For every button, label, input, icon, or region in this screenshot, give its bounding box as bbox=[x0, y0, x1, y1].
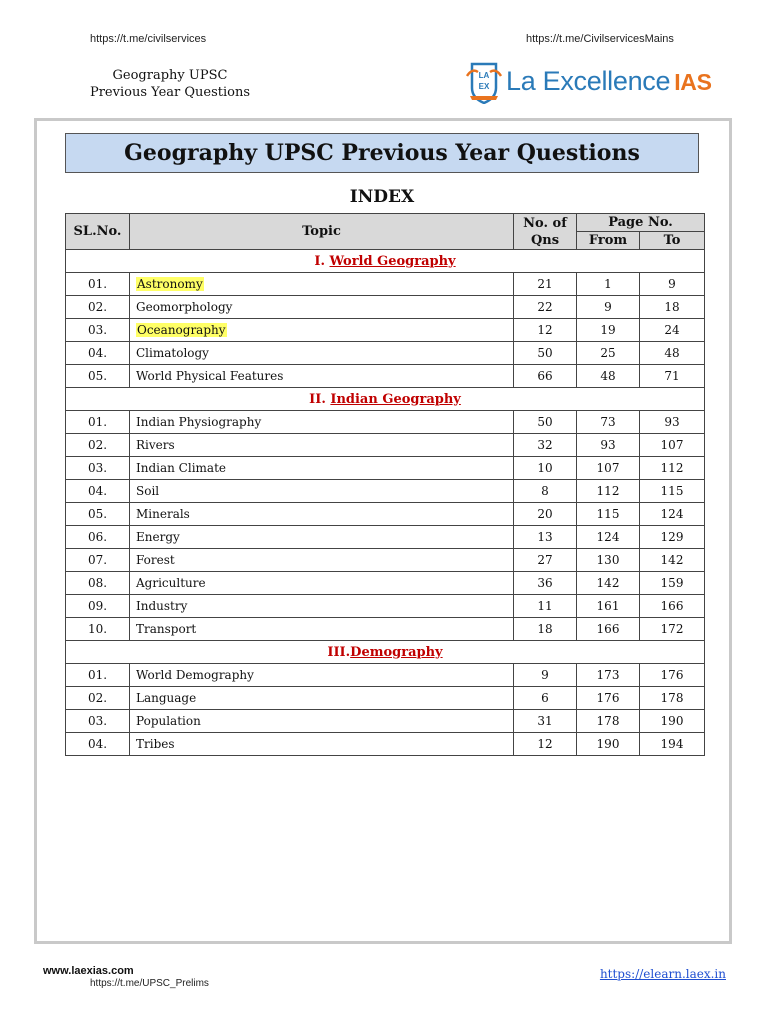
row-topic-cell bbox=[130, 411, 514, 434]
header-page-no: Page No. bbox=[577, 214, 705, 232]
row-qns: 9 bbox=[514, 664, 577, 687]
section-name: World Geography bbox=[329, 253, 456, 269]
row-qns: 12 bbox=[514, 733, 577, 756]
row-topic: Language bbox=[136, 691, 197, 705]
row-sl-no: 04. bbox=[66, 342, 130, 365]
row-page-to: 48 bbox=[640, 342, 705, 365]
row-qns: 10 bbox=[514, 457, 577, 480]
row-qns: 11 bbox=[514, 595, 577, 618]
row-topic-cell bbox=[130, 342, 514, 365]
row-sl-no: 02. bbox=[66, 687, 130, 710]
index-table bbox=[65, 213, 705, 756]
table-row bbox=[66, 342, 705, 365]
row-page-from: 19 bbox=[577, 319, 640, 342]
header-qns-line1: No. of bbox=[523, 215, 567, 231]
brand-text: La Excellence bbox=[506, 66, 671, 96]
table-row bbox=[66, 733, 705, 756]
table-row bbox=[66, 572, 705, 595]
row-sl-no: 08. bbox=[66, 572, 130, 595]
row-topic: Oceanography bbox=[137, 323, 226, 337]
section-prefix: III. bbox=[327, 644, 351, 660]
row-sl-no: 02. bbox=[66, 434, 130, 457]
section-prefix: II. bbox=[309, 391, 331, 407]
brand-suffix: IAS bbox=[674, 69, 712, 95]
row-page-from: 161 bbox=[577, 595, 640, 618]
row-page-from: 107 bbox=[577, 457, 640, 480]
row-sl-no: 07. bbox=[66, 549, 130, 572]
table-row bbox=[66, 595, 705, 618]
section-row bbox=[66, 388, 705, 411]
document-header bbox=[80, 67, 260, 101]
row-topic-cell bbox=[130, 365, 514, 388]
row-page-from: 48 bbox=[577, 365, 640, 388]
doc-title-line1: Geography UPSC bbox=[112, 68, 228, 83]
brand-name bbox=[506, 66, 712, 97]
row-topic-cell bbox=[130, 319, 514, 342]
row-sl-no: 01. bbox=[66, 664, 130, 687]
row-page-to: 124 bbox=[640, 503, 705, 526]
table-row bbox=[66, 434, 705, 457]
index-table-body bbox=[66, 250, 705, 756]
row-topic: Minerals bbox=[136, 507, 190, 521]
row-sl-no: 10. bbox=[66, 618, 130, 641]
table-row bbox=[66, 319, 705, 342]
page-title: Geography UPSC Previous Year Questions bbox=[65, 133, 699, 173]
row-qns: 36 bbox=[514, 572, 577, 595]
section-row bbox=[66, 250, 705, 273]
row-topic: Soil bbox=[136, 484, 160, 498]
section-title bbox=[66, 250, 705, 273]
table-row bbox=[66, 618, 705, 641]
row-topic-cell bbox=[130, 434, 514, 457]
row-topic: Geomorphology bbox=[136, 300, 233, 314]
row-qns: 6 bbox=[514, 687, 577, 710]
row-page-to: 9 bbox=[640, 273, 705, 296]
section-name: Demography bbox=[350, 644, 443, 660]
row-topic-cell bbox=[130, 273, 514, 296]
row-page-from: 112 bbox=[577, 480, 640, 503]
row-topic: Agriculture bbox=[136, 576, 206, 590]
row-sl-no: 06. bbox=[66, 526, 130, 549]
header-sl-no: SL.No. bbox=[66, 214, 130, 250]
row-sl-no: 03. bbox=[66, 710, 130, 733]
table-row bbox=[66, 296, 705, 319]
row-page-to: 93 bbox=[640, 411, 705, 434]
row-topic: World Physical Features bbox=[136, 369, 284, 383]
row-page-to: 107 bbox=[640, 434, 705, 457]
footer-elearn-link[interactable]: https://elearn.laex.in bbox=[599, 967, 726, 981]
row-page-from: 190 bbox=[577, 733, 640, 756]
header-topic: Topic bbox=[130, 214, 514, 250]
row-page-from: 115 bbox=[577, 503, 640, 526]
row-topic: Climatology bbox=[136, 346, 209, 360]
row-sl-no: 09. bbox=[66, 595, 130, 618]
shield-icon bbox=[466, 62, 502, 104]
row-page-to: 115 bbox=[640, 480, 705, 503]
table-row bbox=[66, 411, 705, 434]
row-page-to: 142 bbox=[640, 549, 705, 572]
row-qns: 13 bbox=[514, 526, 577, 549]
row-topic: Industry bbox=[136, 599, 188, 613]
row-page-from: 124 bbox=[577, 526, 640, 549]
header-to: To bbox=[640, 232, 705, 250]
section-row bbox=[66, 641, 705, 664]
table-row bbox=[66, 687, 705, 710]
row-page-to: 129 bbox=[640, 526, 705, 549]
row-topic-cell bbox=[130, 503, 514, 526]
row-page-to: 172 bbox=[640, 618, 705, 641]
row-topic: Rivers bbox=[136, 438, 175, 452]
row-topic-cell bbox=[130, 572, 514, 595]
table-row bbox=[66, 503, 705, 526]
section-title bbox=[66, 388, 705, 411]
table-row bbox=[66, 664, 705, 687]
row-topic-cell bbox=[130, 733, 514, 756]
table-row bbox=[66, 365, 705, 388]
telegram-link-civilservices-mains[interactable]: https://t.me/CivilservicesMains bbox=[526, 33, 674, 45]
row-qns: 12 bbox=[514, 319, 577, 342]
row-topic-cell bbox=[130, 296, 514, 319]
row-qns: 22 bbox=[514, 296, 577, 319]
row-sl-no: 03. bbox=[66, 319, 130, 342]
section-prefix: I. bbox=[314, 253, 330, 269]
row-page-from: 173 bbox=[577, 664, 640, 687]
row-sl-no: 04. bbox=[66, 480, 130, 503]
row-qns: 8 bbox=[514, 480, 577, 503]
row-page-to: 71 bbox=[640, 365, 705, 388]
shield-letters-top: LA bbox=[478, 71, 490, 80]
row-page-from: 73 bbox=[577, 411, 640, 434]
row-page-from: 166 bbox=[577, 618, 640, 641]
row-topic: Forest bbox=[136, 553, 175, 567]
row-page-to: 190 bbox=[640, 710, 705, 733]
row-topic-cell bbox=[130, 618, 514, 641]
row-topic: Tribes bbox=[136, 737, 175, 751]
row-page-from: 130 bbox=[577, 549, 640, 572]
row-qns: 32 bbox=[514, 434, 577, 457]
row-sl-no: 05. bbox=[66, 365, 130, 388]
row-qns: 50 bbox=[514, 411, 577, 434]
row-page-from: 93 bbox=[577, 434, 640, 457]
row-topic: World Demography bbox=[136, 668, 254, 682]
row-sl-no: 05. bbox=[66, 503, 130, 526]
section-title bbox=[66, 641, 705, 664]
header-from: From bbox=[577, 232, 640, 250]
row-page-from: 25 bbox=[577, 342, 640, 365]
row-page-to: 159 bbox=[640, 572, 705, 595]
row-page-from: 1 bbox=[577, 273, 640, 296]
row-page-to: 194 bbox=[640, 733, 705, 756]
row-qns: 31 bbox=[514, 710, 577, 733]
row-topic-cell bbox=[130, 526, 514, 549]
table-row bbox=[66, 526, 705, 549]
row-topic: Indian Climate bbox=[136, 461, 226, 475]
row-sl-no: 01. bbox=[66, 273, 130, 296]
row-sl-no: 02. bbox=[66, 296, 130, 319]
table-row bbox=[66, 480, 705, 503]
table-row bbox=[66, 457, 705, 480]
row-page-to: 176 bbox=[640, 664, 705, 687]
row-qns: 20 bbox=[514, 503, 577, 526]
row-page-to: 166 bbox=[640, 595, 705, 618]
row-page-from: 9 bbox=[577, 296, 640, 319]
row-page-to: 112 bbox=[640, 457, 705, 480]
row-qns: 21 bbox=[514, 273, 577, 296]
row-page-to: 24 bbox=[640, 319, 705, 342]
row-topic: Energy bbox=[136, 530, 180, 544]
table-row bbox=[66, 273, 705, 296]
footer-telegram-link[interactable]: https://t.me/UPSC_Prelims bbox=[90, 978, 209, 989]
la-excellence-logo bbox=[466, 62, 728, 106]
row-topic: Transport bbox=[136, 622, 197, 636]
telegram-link-civilservices[interactable]: https://t.me/civilservices bbox=[90, 33, 207, 45]
row-qns: 66 bbox=[514, 365, 577, 388]
header-qns-line2: Qns bbox=[530, 232, 560, 248]
row-topic-cell bbox=[130, 457, 514, 480]
doc-title-line2: Previous Year Questions bbox=[89, 85, 251, 100]
header-no-of-qns bbox=[514, 214, 577, 250]
row-topic-cell bbox=[130, 710, 514, 733]
row-page-from: 178 bbox=[577, 710, 640, 733]
shield-letters-bottom: EX bbox=[478, 82, 490, 91]
index-heading: INDEX bbox=[349, 187, 415, 207]
row-topic-cell bbox=[130, 480, 514, 503]
row-sl-no: 03. bbox=[66, 457, 130, 480]
row-topic: Indian Physiography bbox=[136, 415, 262, 429]
row-topic-cell bbox=[130, 687, 514, 710]
table-row bbox=[66, 549, 705, 572]
row-sl-no: 04. bbox=[66, 733, 130, 756]
row-page-to: 178 bbox=[640, 687, 705, 710]
row-qns: 18 bbox=[514, 618, 577, 641]
table-row bbox=[66, 710, 705, 733]
row-page-to: 18 bbox=[640, 296, 705, 319]
row-topic-cell bbox=[130, 664, 514, 687]
section-name: Indian Geography bbox=[330, 391, 461, 407]
row-qns: 50 bbox=[514, 342, 577, 365]
footer-website-link[interactable]: www.laexias.com bbox=[43, 965, 134, 977]
row-qns: 27 bbox=[514, 549, 577, 572]
row-sl-no: 01. bbox=[66, 411, 130, 434]
row-topic-cell bbox=[130, 549, 514, 572]
row-topic: Population bbox=[136, 714, 201, 728]
row-page-from: 142 bbox=[577, 572, 640, 595]
row-topic: Astronomy bbox=[137, 277, 203, 291]
row-topic-cell bbox=[130, 595, 514, 618]
row-page-from: 176 bbox=[577, 687, 640, 710]
